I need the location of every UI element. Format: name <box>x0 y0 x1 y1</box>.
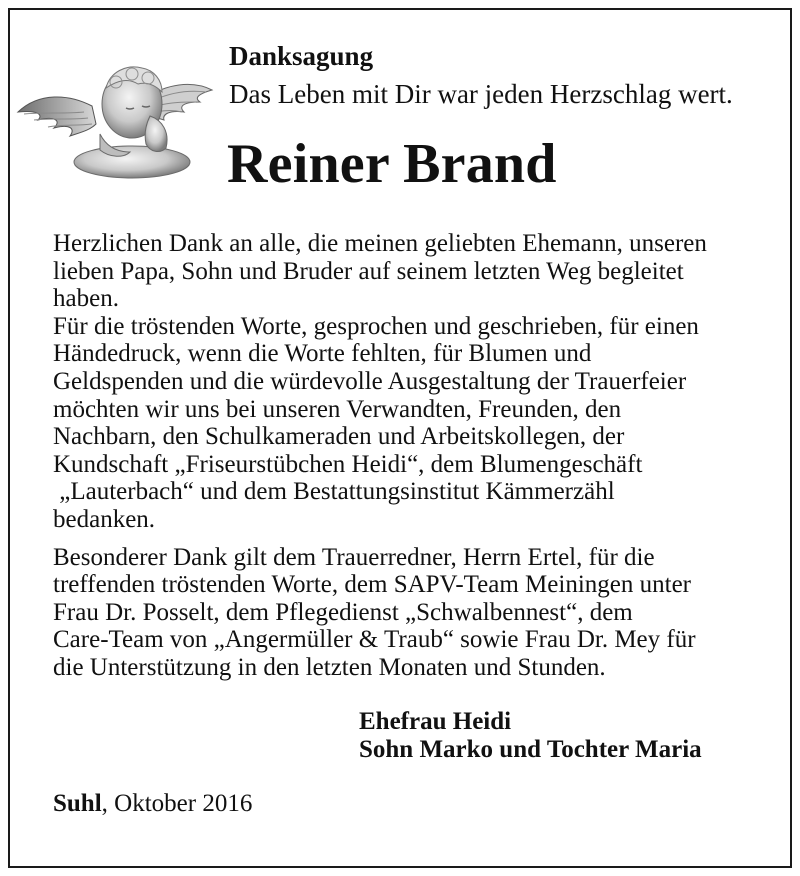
text-line: Kundschaft „Friseurstübchen Heidi“, dem Blumengeschäft <box>53 450 643 478</box>
text-line: Geldspenden und die würdevolle Ausgestaltung der Trauerfeier <box>53 367 687 395</box>
place-date <box>53 790 252 818</box>
text-line: treffenden tröstenden Worte, dem SAPV-Team Meiningen unter <box>53 571 691 599</box>
text-line: möchten wir uns bei unseren Verwandten, Freunden, den <box>53 395 622 423</box>
special-thanks-paragraph <box>53 544 773 682</box>
signature-line: Sohn Marko und Tochter Maria <box>359 736 702 763</box>
text-line: lieben Papa, Sohn und Bruder auf seinem letzten Weg begleitet <box>53 257 684 285</box>
notice-tagline: Das Leben mit Dir war jeden Herzschlag wert. <box>229 79 733 109</box>
text-line: Care-Team von „Angermüller & Traub“ sowie Frau Dr. Mey für <box>53 626 696 654</box>
text-line: Nachbarn, den Schulkameraden und Arbeitskollegen, der <box>53 423 625 451</box>
notice-heading: Danksagung <box>229 41 374 71</box>
notice-date: , Oktober 2016 <box>101 790 253 817</box>
text-line: Frau Dr. Posselt, dem Pflegedienst „Schwalbennest“, dem <box>53 598 633 626</box>
text-line: Herzlichen Dank an alle, die meinen geliebten Ehemann, unseren <box>53 230 707 257</box>
cherub-angel-icon <box>14 54 220 184</box>
deceased-name: Reiner Brand <box>227 133 557 195</box>
text-line: Besonderer Dank gilt dem Trauerredner, Herrn Ertel, für die <box>53 543 655 571</box>
text-line: die Unterstützung in den letzten Monaten und Stunden. <box>53 653 606 681</box>
text-line: haben. <box>53 285 119 313</box>
signature-line: Ehefrau Heidi <box>359 708 512 735</box>
text-line: Für die tröstenden Worte, gesprochen und geschrieben, für einen <box>53 312 699 340</box>
text-line: bedanken. <box>53 505 156 533</box>
place-name: Suhl <box>53 790 102 817</box>
notice-body <box>53 230 773 682</box>
signatures <box>359 708 702 764</box>
text-line: Händedruck, wenn die Worte fehlten, für Blumen und <box>53 340 592 368</box>
text-line: „Lauterbach“ und dem Bestattungsinstitut Kämmerzähl <box>53 478 615 506</box>
thanks-paragraph <box>53 230 773 534</box>
